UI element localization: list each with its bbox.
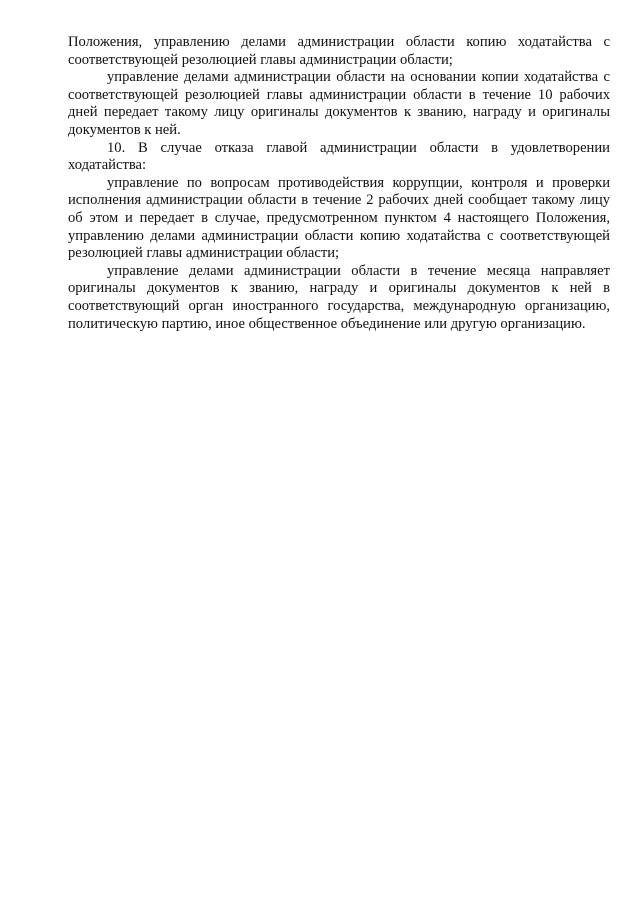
paragraph-transfer-originals: управление делами администрации области на основании копии ходатайства с соответствующей резолюцией главы администрации области в течение 10 рабочих дней передает такому лицу оригиналы документов к званию, награду и оригиналы документов к ней. [68, 69, 610, 138]
document-page [68, 34, 610, 333]
paragraph-anticorruption-notice: управление по вопросам противодействия коррупции, контроля и проверки исполнения администрации области в течение 2 рабочих дней сообщает такому лицу об этом и передает в случае, предусмотренном пунктом 4 настоящего Положения, управлению делами администрации области копию ходатайства с соответствующей резолюцией главы администрации области; [68, 174, 610, 262]
paragraph-continuation: Положения, управлению делами администрации области копию ходатайства с соответствующей резолюцией главы администрации области; [68, 34, 610, 68]
paragraph-send-originals: управление делами администрации области в течение месяца направляет оригиналы документов к званию, награду и оригиналы документов к ней в соответствующий орган иностранного государства, международную организацию, политическую партию, иное общественное объединение или другую организацию. [68, 262, 610, 332]
paragraph-item-10: 10. В случае отказа главой администрации области в удовлетворении ходатайства: [68, 139, 610, 174]
